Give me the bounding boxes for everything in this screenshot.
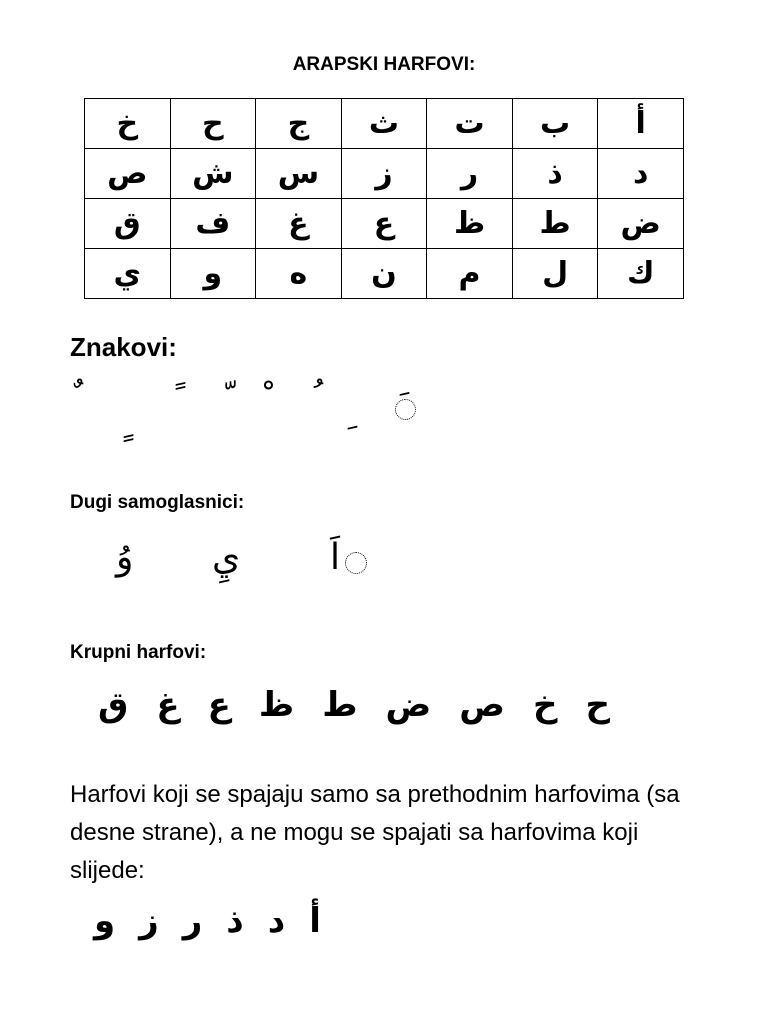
znakovi-heading: Znakovi:: [70, 332, 177, 362]
letter-cell: ن: [341, 249, 427, 299]
letter-cell: خ: [85, 99, 171, 149]
arabic-letter: ذ: [226, 901, 244, 941]
letter-cell: ك: [598, 249, 684, 299]
arabic-letter: ق: [98, 685, 129, 725]
letter-cell: ر: [427, 149, 513, 199]
letter-cell: ز: [341, 149, 427, 199]
dugi-samoglasnici-heading: Dugi samoglasnici:: [70, 492, 245, 513]
table-row: [85, 199, 684, 249]
arabic-letter: و: [94, 901, 116, 941]
spajanje-paragraph: Harfovi koji se spajaju samo sa prethodnim harfovima (sa desne strane), a ne mogu se spajati sa harfovima koji slijede:: [70, 781, 680, 884]
letter-cell: ل: [512, 249, 598, 299]
letter-cell: ت: [427, 99, 513, 149]
letter-cell: ق: [85, 199, 171, 249]
letter-cell: د: [598, 149, 684, 199]
nespojivi-letters-row: [70, 901, 690, 941]
dotted-circle-placeholder: [345, 552, 367, 574]
letter-cell: أ: [598, 99, 684, 149]
letter-cell: ي: [85, 249, 171, 299]
letter-cell: ح: [170, 99, 256, 149]
arabic-letter: ض: [385, 685, 432, 725]
arabic-letter: غ: [156, 685, 180, 725]
krupni-harfovi-heading: Krupni harfovi:: [70, 642, 207, 663]
arabic-letter: خ: [533, 685, 558, 725]
letter-cell: ع: [341, 199, 427, 249]
table-row: [85, 249, 684, 299]
letter-cell: ص: [85, 149, 171, 199]
letter-cell: م: [427, 249, 513, 299]
letter-cell: ب: [512, 99, 598, 149]
arabic-letter: ح: [585, 685, 611, 725]
long-vowel-alif: اَ: [330, 537, 341, 578]
letter-cell: ث: [341, 99, 427, 149]
letter-cell: س: [256, 149, 342, 199]
letter-cell: ذ: [512, 149, 598, 199]
arabic-letter: ع: [207, 685, 231, 725]
letter-cell: ض: [598, 199, 684, 249]
arabic-letters-table: [84, 98, 684, 299]
page-title: ARAPSKI HARFOVI:: [292, 54, 476, 75]
arabic-letter: ص: [459, 685, 505, 725]
arabic-letter: د: [267, 901, 286, 941]
table-row: [85, 99, 684, 149]
long-vowel-waw: وُ: [116, 537, 134, 578]
table-row: [85, 149, 684, 199]
arabic-letter: ظ: [258, 685, 295, 725]
arabic-letter: أ: [309, 901, 321, 941]
dotted-circle-placeholder: [395, 399, 416, 420]
letter-cell: ظ: [427, 199, 513, 249]
long-vowel-ya: يِ: [212, 537, 241, 578]
letter-cell: غ: [256, 199, 342, 249]
letter-cell: ش: [170, 149, 256, 199]
letter-cell: ف: [170, 199, 256, 249]
arabic-letter: ط: [322, 685, 358, 725]
arabic-letter: ر: [182, 901, 203, 941]
letter-cell: و: [170, 249, 256, 299]
letter-cell: ج: [256, 99, 342, 149]
arabic-letter: ز: [139, 901, 159, 941]
letter-cell: ط: [512, 199, 598, 249]
letter-cell: ه: [256, 249, 342, 299]
krupni-letters-row: [70, 685, 690, 725]
